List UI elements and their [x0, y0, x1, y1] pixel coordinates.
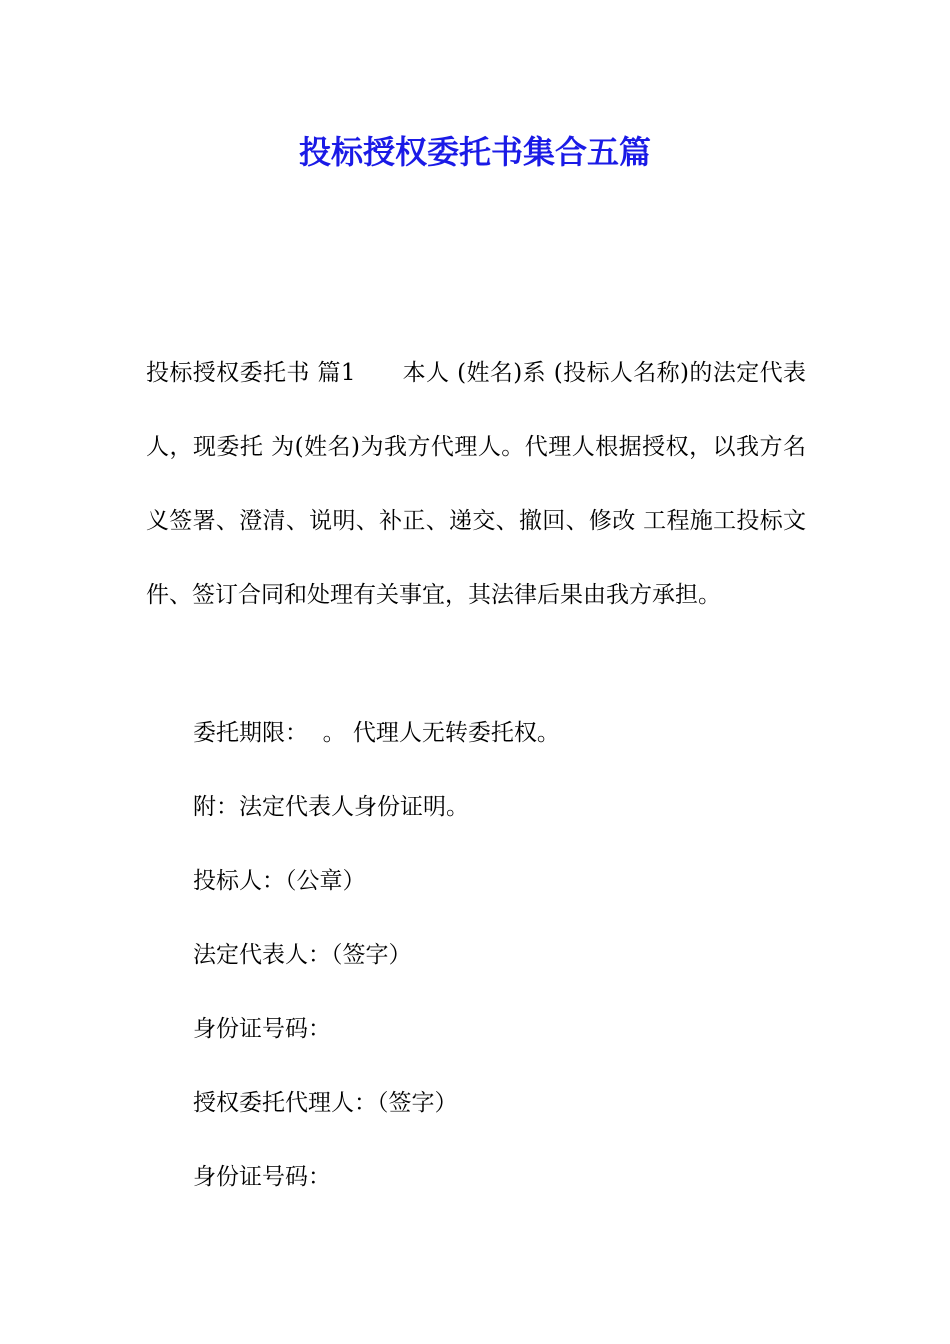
page-title: 投标授权委托书集合五篇 — [298, 133, 651, 171]
attachment-line: 附：法定代表人身份证明。 — [193, 794, 469, 820]
bidder-seal-line: 投标人：（公章） — [193, 868, 366, 894]
legal-rep-signature-line: 法定代表人：（签字） — [193, 942, 412, 968]
opening-paragraph: 投标授权委托书 篇1 本人 (姓名)系 (投标人名称)的法定代表人，现委托 为(姓名)为我方代理人。代理人根据授权，以我方名义签署、澄清、说明、补正、递交、撤回、修改 工程施工投标文件、签订合同和处理有关事宜，其法律后果由我方承担。 — [146, 360, 806, 608]
legal-rep-id-line: 身份证号码： — [193, 1016, 331, 1042]
entrust-period-line: 委托期限： 。 代理人无转委托权。 — [193, 720, 560, 746]
agent-signature-line: 授权委托代理人：（签字） — [193, 1090, 458, 1116]
agent-id-line: 身份证号码： — [193, 1164, 331, 1190]
